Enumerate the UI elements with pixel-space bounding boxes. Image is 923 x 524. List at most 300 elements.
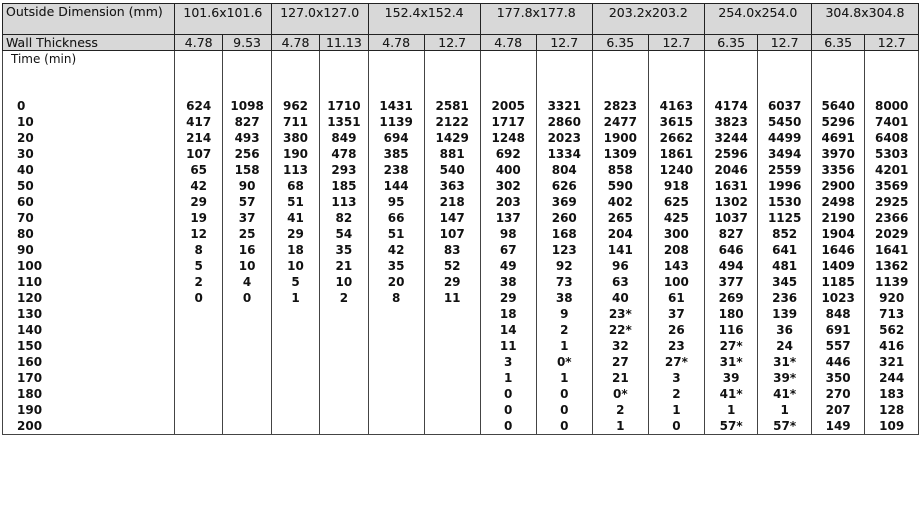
value-cell: 3321	[536, 98, 592, 114]
value-cell: 1240	[648, 162, 704, 178]
value-cell: 402	[592, 194, 648, 210]
table-row	[3, 322, 919, 338]
value-cell: 2029	[865, 226, 919, 242]
time-cell: 150	[3, 338, 175, 354]
value-cell: 116	[704, 322, 758, 338]
value-cell	[174, 402, 222, 418]
table-row	[3, 258, 919, 274]
value-cell: 113	[271, 162, 319, 178]
value-cell: 128	[865, 402, 919, 418]
value-cell: 25	[223, 226, 271, 242]
value-cell: 0	[480, 386, 536, 402]
dimension-header: 203.2x203.2	[592, 4, 704, 35]
time-cell: 100	[3, 258, 175, 274]
value-cell: 244	[865, 370, 919, 386]
table-row	[3, 370, 919, 386]
value-cell: 18	[271, 242, 319, 258]
value-cell: 0	[480, 418, 536, 435]
table-row	[3, 98, 919, 114]
value-cell: 2662	[648, 130, 704, 146]
time-cell: 10	[3, 114, 175, 130]
value-cell	[223, 354, 271, 370]
value-cell: 1904	[811, 226, 865, 242]
dimension-label: Outside Dimension (mm)	[3, 4, 175, 35]
dimension-header: 254.0x254.0	[704, 4, 811, 35]
value-cell: 57*	[758, 418, 812, 435]
value-cell: 149	[811, 418, 865, 435]
time-cell: 30	[3, 146, 175, 162]
value-cell: 377	[704, 274, 758, 290]
value-cell: 208	[648, 242, 704, 258]
value-cell: 12	[174, 226, 222, 242]
value-cell	[271, 338, 319, 354]
value-cell	[223, 306, 271, 322]
value-cell: 2925	[865, 194, 919, 210]
value-cell: 1710	[320, 98, 368, 114]
value-cell: 1996	[758, 178, 812, 194]
value-cell: 24	[758, 338, 812, 354]
time-cell: 60	[3, 194, 175, 210]
value-cell: 67	[480, 242, 536, 258]
value-cell: 5	[174, 258, 222, 274]
value-cell: 66	[368, 210, 424, 226]
value-cell: 204	[592, 226, 648, 242]
value-cell: 57	[223, 194, 271, 210]
value-cell: 183	[865, 386, 919, 402]
value-cell	[424, 386, 480, 402]
table-row	[3, 418, 919, 435]
value-cell: 41	[271, 210, 319, 226]
wall-thickness-cell: 6.35	[592, 35, 648, 51]
value-cell: 1334	[536, 146, 592, 162]
value-cell	[424, 354, 480, 370]
value-cell: 83	[424, 242, 480, 258]
value-cell	[424, 322, 480, 338]
time-cell: 190	[3, 402, 175, 418]
value-cell: 51	[271, 194, 319, 210]
value-cell: 98	[480, 226, 536, 242]
value-cell: 4	[223, 274, 271, 290]
value-cell	[320, 354, 368, 370]
table-row	[3, 338, 919, 354]
value-cell	[271, 386, 319, 402]
wall-thickness-cell: 12.7	[648, 35, 704, 51]
value-cell: 190	[271, 146, 319, 162]
value-cell: 1	[592, 418, 648, 435]
value-cell: 2	[592, 402, 648, 418]
value-cell: 1098	[223, 98, 271, 114]
value-cell: 49	[480, 258, 536, 274]
value-cell: 90	[223, 178, 271, 194]
value-cell: 2	[648, 386, 704, 402]
value-cell: 2860	[536, 114, 592, 130]
value-cell: 3	[648, 370, 704, 386]
dimension-header: 127.0x127.0	[271, 4, 368, 35]
value-cell: 920	[865, 290, 919, 306]
value-cell: 238	[368, 162, 424, 178]
dimension-header-row	[3, 4, 919, 35]
value-cell: 804	[536, 162, 592, 178]
value-cell	[424, 418, 480, 435]
value-cell: 11	[424, 290, 480, 306]
value-cell: 73	[536, 274, 592, 290]
value-cell: 107	[424, 226, 480, 242]
value-cell: 180	[704, 306, 758, 322]
value-cell: 27*	[648, 354, 704, 370]
value-cell: 302	[480, 178, 536, 194]
value-cell: 185	[320, 178, 368, 194]
value-cell: 1900	[592, 130, 648, 146]
value-cell: 624	[174, 98, 222, 114]
value-cell: 36	[758, 322, 812, 338]
value-cell: 711	[271, 114, 319, 130]
value-cell: 2823	[592, 98, 648, 114]
dimension-header: 101.6x101.6	[174, 4, 271, 35]
time-cell: 90	[3, 242, 175, 258]
value-cell: 260	[536, 210, 592, 226]
value-cell: 478	[320, 146, 368, 162]
value-cell: 827	[704, 226, 758, 242]
value-cell: 494	[704, 258, 758, 274]
time-label-row	[3, 51, 919, 68]
value-cell: 236	[758, 290, 812, 306]
value-cell: 4499	[758, 130, 812, 146]
value-cell	[320, 370, 368, 386]
value-cell	[271, 370, 319, 386]
value-cell: 256	[223, 146, 271, 162]
value-cell: 2596	[704, 146, 758, 162]
time-cell: 200	[3, 418, 175, 435]
value-cell	[223, 370, 271, 386]
value-cell: 144	[368, 178, 424, 194]
table-row	[3, 114, 919, 130]
time-cell: 120	[3, 290, 175, 306]
value-cell	[320, 322, 368, 338]
value-cell: 2023	[536, 130, 592, 146]
value-cell: 2477	[592, 114, 648, 130]
value-cell: 1139	[368, 114, 424, 130]
value-cell: 350	[811, 370, 865, 386]
value-cell: 68	[271, 178, 319, 194]
value-cell: 29	[174, 194, 222, 210]
value-cell: 300	[648, 226, 704, 242]
value-cell: 3823	[704, 114, 758, 130]
wall-thickness-cell: 6.35	[704, 35, 758, 51]
value-cell: 158	[223, 162, 271, 178]
value-cell: 626	[536, 178, 592, 194]
value-cell: 214	[174, 130, 222, 146]
value-cell	[320, 338, 368, 354]
value-cell	[271, 354, 319, 370]
value-cell: 3569	[865, 178, 919, 194]
value-cell: 1037	[704, 210, 758, 226]
spacer-row	[3, 67, 919, 98]
value-cell: 1	[536, 370, 592, 386]
value-cell: 321	[865, 354, 919, 370]
wall-thickness-cell: 4.78	[174, 35, 222, 51]
value-cell	[368, 306, 424, 322]
value-cell: 57*	[704, 418, 758, 435]
wall-thickness-cell: 4.78	[368, 35, 424, 51]
value-cell: 11	[480, 338, 536, 354]
value-cell: 1309	[592, 146, 648, 162]
value-cell: 2900	[811, 178, 865, 194]
value-cell: 29	[480, 290, 536, 306]
value-cell: 5640	[811, 98, 865, 114]
value-cell: 31*	[704, 354, 758, 370]
value-cell: 713	[865, 306, 919, 322]
value-cell: 1023	[811, 290, 865, 306]
value-cell: 61	[648, 290, 704, 306]
value-cell: 849	[320, 130, 368, 146]
value-cell: 385	[368, 146, 424, 162]
value-cell: 2	[174, 274, 222, 290]
value-cell: 590	[592, 178, 648, 194]
value-cell	[174, 306, 222, 322]
value-cell: 363	[424, 178, 480, 194]
value-cell: 446	[811, 354, 865, 370]
table-row	[3, 226, 919, 242]
value-cell: 369	[536, 194, 592, 210]
value-cell: 22*	[592, 322, 648, 338]
value-cell: 35	[368, 258, 424, 274]
value-cell	[368, 386, 424, 402]
table-row	[3, 210, 919, 226]
value-cell	[174, 370, 222, 386]
value-cell: 27*	[704, 338, 758, 354]
value-cell: 82	[320, 210, 368, 226]
value-cell	[223, 338, 271, 354]
value-cell: 1	[271, 290, 319, 306]
value-cell	[320, 402, 368, 418]
value-cell: 6408	[865, 130, 919, 146]
value-cell: 4691	[811, 130, 865, 146]
value-cell: 37	[223, 210, 271, 226]
value-cell: 4174	[704, 98, 758, 114]
value-cell: 29	[271, 226, 319, 242]
value-cell: 5450	[758, 114, 812, 130]
value-cell: 417	[174, 114, 222, 130]
value-cell: 107	[174, 146, 222, 162]
value-cell: 3356	[811, 162, 865, 178]
value-cell: 29	[424, 274, 480, 290]
value-cell: 95	[368, 194, 424, 210]
value-cell: 35	[320, 242, 368, 258]
value-cell: 1248	[480, 130, 536, 146]
value-cell: 113	[320, 194, 368, 210]
value-cell	[271, 322, 319, 338]
value-cell: 481	[758, 258, 812, 274]
value-cell: 65	[174, 162, 222, 178]
value-cell: 345	[758, 274, 812, 290]
value-cell: 0	[536, 402, 592, 418]
value-cell: 0	[536, 418, 592, 435]
value-cell: 54	[320, 226, 368, 242]
value-cell	[271, 306, 319, 322]
value-cell: 827	[223, 114, 271, 130]
wall-thickness-cell: 9.53	[223, 35, 271, 51]
value-cell: 141	[592, 242, 648, 258]
value-cell: 416	[865, 338, 919, 354]
value-cell: 1641	[865, 242, 919, 258]
wall-thickness-row	[3, 35, 919, 51]
table-row	[3, 162, 919, 178]
value-cell: 0	[223, 290, 271, 306]
value-cell: 1429	[424, 130, 480, 146]
value-cell: 2122	[424, 114, 480, 130]
value-cell: 39	[704, 370, 758, 386]
value-cell: 1125	[758, 210, 812, 226]
value-cell	[271, 418, 319, 435]
value-cell: 293	[320, 162, 368, 178]
value-cell: 20	[368, 274, 424, 290]
value-cell: 1	[536, 338, 592, 354]
value-cell: 207	[811, 402, 865, 418]
value-cell: 0	[536, 386, 592, 402]
table-header	[3, 4, 919, 51]
value-cell: 852	[758, 226, 812, 242]
wall-thickness-cell: 12.7	[424, 35, 480, 51]
value-cell: 6037	[758, 98, 812, 114]
wall-thickness-label: Wall Thickness	[3, 35, 175, 51]
wall-thickness-cell: 6.35	[811, 35, 865, 51]
wall-thickness-cell: 12.7	[865, 35, 919, 51]
value-cell: 2190	[811, 210, 865, 226]
value-cell: 2498	[811, 194, 865, 210]
value-cell: 5303	[865, 146, 919, 162]
value-cell	[368, 370, 424, 386]
value-cell: 14	[480, 322, 536, 338]
value-cell	[223, 418, 271, 435]
value-cell	[368, 418, 424, 435]
table-row	[3, 194, 919, 210]
value-cell: 31*	[758, 354, 812, 370]
table-row	[3, 178, 919, 194]
value-cell: 168	[536, 226, 592, 242]
value-cell: 265	[592, 210, 648, 226]
table-row	[3, 306, 919, 322]
value-cell: 2	[536, 322, 592, 338]
time-cell: 40	[3, 162, 175, 178]
value-cell: 1	[758, 402, 812, 418]
value-cell	[174, 418, 222, 435]
table-row	[3, 386, 919, 402]
value-cell: 493	[223, 130, 271, 146]
value-cell	[368, 338, 424, 354]
value-cell: 0*	[592, 386, 648, 402]
time-cell: 110	[3, 274, 175, 290]
value-cell: 1861	[648, 146, 704, 162]
value-cell: 38	[536, 290, 592, 306]
value-cell: 540	[424, 162, 480, 178]
value-cell: 9	[536, 306, 592, 322]
value-cell: 625	[648, 194, 704, 210]
value-cell: 3494	[758, 146, 812, 162]
value-cell: 147	[424, 210, 480, 226]
value-cell: 1409	[811, 258, 865, 274]
value-cell: 1	[648, 402, 704, 418]
temperature-table	[2, 3, 919, 435]
value-cell: 37	[648, 306, 704, 322]
wall-thickness-cell: 12.7	[536, 35, 592, 51]
time-cell: 160	[3, 354, 175, 370]
value-cell: 3615	[648, 114, 704, 130]
value-cell: 16	[223, 242, 271, 258]
value-cell: 42	[174, 178, 222, 194]
value-cell: 4163	[648, 98, 704, 114]
value-cell: 139	[758, 306, 812, 322]
value-cell: 100	[648, 274, 704, 290]
value-cell: 425	[648, 210, 704, 226]
time-cell: 170	[3, 370, 175, 386]
value-cell: 7401	[865, 114, 919, 130]
value-cell: 881	[424, 146, 480, 162]
value-cell: 269	[704, 290, 758, 306]
value-cell: 1717	[480, 114, 536, 130]
value-cell: 137	[480, 210, 536, 226]
value-cell: 123	[536, 242, 592, 258]
time-cell: 20	[3, 130, 175, 146]
value-cell: 1351	[320, 114, 368, 130]
value-cell	[424, 338, 480, 354]
value-cell	[174, 338, 222, 354]
time-cell: 80	[3, 226, 175, 242]
value-cell: 2366	[865, 210, 919, 226]
value-cell	[174, 322, 222, 338]
value-cell: 218	[424, 194, 480, 210]
value-cell: 691	[811, 322, 865, 338]
wall-thickness-cell: 12.7	[758, 35, 812, 51]
value-cell: 143	[648, 258, 704, 274]
value-cell: 23	[648, 338, 704, 354]
table-row	[3, 242, 919, 258]
wall-thickness-cell: 11.13	[320, 35, 368, 51]
value-cell: 21	[592, 370, 648, 386]
value-cell: 1431	[368, 98, 424, 114]
value-cell: 8	[368, 290, 424, 306]
value-cell: 23*	[592, 306, 648, 322]
value-cell: 18	[480, 306, 536, 322]
value-cell: 1362	[865, 258, 919, 274]
value-cell: 0	[174, 290, 222, 306]
value-cell: 5	[271, 274, 319, 290]
dimension-header: 152.4x152.4	[368, 4, 480, 35]
value-cell: 2046	[704, 162, 758, 178]
value-cell: 3244	[704, 130, 758, 146]
value-cell: 109	[865, 418, 919, 435]
wall-thickness-cell: 4.78	[480, 35, 536, 51]
value-cell	[223, 386, 271, 402]
value-cell	[368, 354, 424, 370]
value-cell: 10	[271, 258, 319, 274]
value-cell	[223, 402, 271, 418]
value-cell: 27	[592, 354, 648, 370]
time-cell: 0	[3, 98, 175, 114]
value-cell: 858	[592, 162, 648, 178]
table-row	[3, 274, 919, 290]
value-cell: 0	[648, 418, 704, 435]
value-cell: 21	[320, 258, 368, 274]
table-body	[3, 51, 919, 435]
value-cell: 10	[320, 274, 368, 290]
value-cell: 848	[811, 306, 865, 322]
value-cell	[424, 402, 480, 418]
value-cell	[320, 418, 368, 435]
value-cell: 39*	[758, 370, 812, 386]
time-cell: 50	[3, 178, 175, 194]
value-cell: 1530	[758, 194, 812, 210]
value-cell: 8	[174, 242, 222, 258]
